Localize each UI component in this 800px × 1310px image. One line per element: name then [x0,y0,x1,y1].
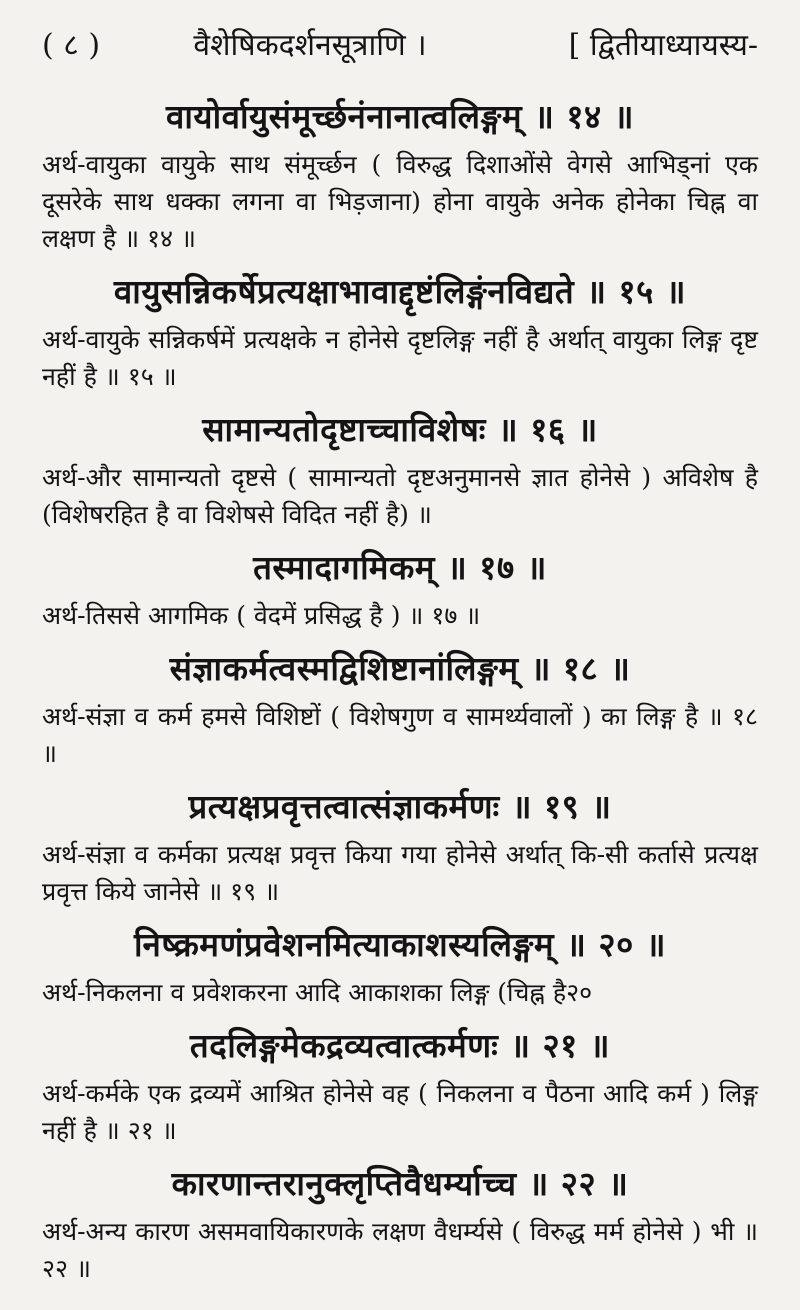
sutra-explanation: अर्थ-संज्ञा व कर्म हमसे विशिष्टों ( विशेषगुण व सामर्थ्यवालों ) का लिङ्ग है ॥ १८ ॥ [42,702,758,768]
sutra-section [42,784,758,910]
sutra-explanation: अर्थ-निकलना व प्रवेशकरना आदि आकाशका लिङ्ग (चिह्न है२० [42,978,593,1007]
sutra-section [42,269,758,395]
sutra-heading: तस्मादागमिकम् ॥ १७ ॥ [253,548,547,587]
running-title: वैशेषिकदर्शनसूत्राणि । [193,28,427,63]
sutra-heading: वायोर्वायुसंमूर्च्छनंनानात्वलिङ्गम् ॥ १४ ॥ [166,97,634,136]
sutra-section [42,545,758,634]
sutra-explanation: अर्थ-और सामान्यतो दृष्टसे ( सामान्यतो दृष्टअनुमानसे ज्ञात होनेसे ) अविशेष है (विशेषरहित है वा विशेषसे विदित नहीं है) ॥ [42,463,758,529]
sutra-explanation: अर्थ-तिससे आगमिक ( वेदमें प्रसिद्ध है ) ॥ १७ ॥ [42,601,481,630]
sutra-heading: वायुसन्निकर्षेप्रत्यक्षाभावाद्दृष्टंलिङ्गंनविद्यते ॥ १५ ॥ [113,272,687,311]
sutra-section [42,1161,758,1287]
sutra-explanation: अर्थ-अन्य कारण असमवायिकारणके लक्षण वैधर्म्यसे ( विरुद्ध मर्म होनेसे ) भी ॥ २२ ॥ [42,1217,758,1283]
sutra-explanation: अर्थ-वायुका वायुके साथ संमूर्च्छन ( विरुद्ध दिशाओंसे वेगसे आभिड्नां एक दूसरेके साथ धक्का लगना वा भिड़जाना) होना वायुके अनेक होनेका चिह्न वा लक्षण है ॥ १४ ॥ [42,150,758,253]
page-number: ( ८ ) [42,28,101,63]
sutra-section [42,1023,758,1149]
running-title-right: [ द्वितीयाध्यायस्य- [568,28,758,63]
sutra-heading: प्रत्यक्षप्रवृत्तत्वात्संज्ञाकर्मणः ॥ १९ ॥ [188,787,612,826]
sutra-heading: संज्ञाकर्मत्वस्मद्विशिष्टानांलिङ्गम् ॥ १८ ॥ [169,649,631,688]
page-header [42,26,758,66]
sutra-explanation: अर्थ-वायुके सन्निकर्षमें प्रत्यक्षके न होनेसे दृष्टलिङ्ग नहीं है अर्थात् वायुका लिङ्ग दृष्ट नहीं है ॥ १५ ॥ [42,325,758,391]
sutra-heading: निष्क्रमणंप्रवेशनमित्याकाशस्यलिङ्गम् ॥ २० ॥ [133,925,666,964]
sutra-explanation: अर्थ-संज्ञा व कर्मका प्रत्यक्ष प्रवृत्त किया गया होनेसे अर्थात् कि-सी कर्तासे प्रत्यक्ष प्रवृत्त किये जानेसे ॥ १९ ॥ [42,840,758,906]
sutra-section [42,407,758,533]
sutra-section [42,94,758,257]
sutra-section [42,646,758,772]
sutra-explanation: अर्थ-कर्मके एक द्रव्यमें आश्रित होनेसे वह ( निकलना व पैठना आदि कर्म ) लिङ्ग नहीं है ॥ २१ ॥ [42,1079,758,1145]
sutra-heading: तदलिङ्गमेकद्रव्यत्वात्कर्मणः ॥ २१ ॥ [189,1026,611,1065]
sutra-section [42,922,758,1011]
sutra-heading: कारणान्तरानुक्लृप्तिवैधर्म्याच्च ॥ २२ ॥ [171,1164,629,1203]
sutra-heading: सामान्यतोदृष्टाच्चाविशेषः ॥ १६ ॥ [202,410,598,449]
